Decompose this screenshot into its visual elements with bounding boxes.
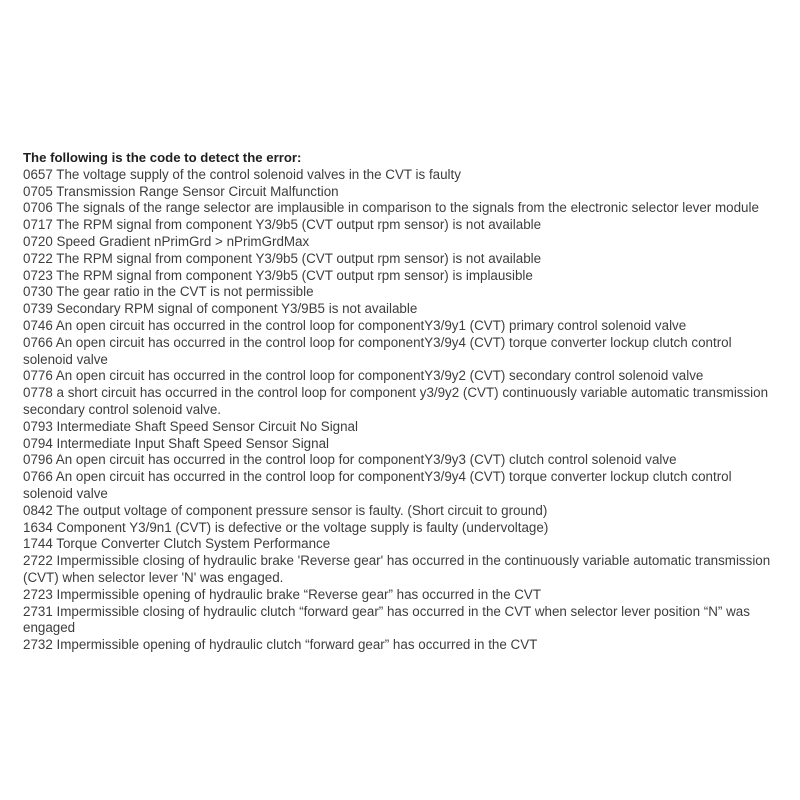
error-code-line: [23, 419, 781, 436]
error-code-line: [23, 503, 781, 520]
error-code-line: [23, 268, 781, 285]
error-code-line: [23, 301, 781, 318]
error-description: The voltage supply of the control solenoid valves in the CVT is faulty: [56, 166, 461, 182]
error-code-line: [23, 368, 781, 385]
error-code: 1744: [23, 536, 53, 552]
error-code: 0723: [23, 267, 53, 283]
error-code: 0778: [23, 385, 53, 401]
error-code-line: [23, 587, 781, 604]
error-description: Speed Gradient nPrimGrd > nPrimGrdMax: [56, 233, 310, 249]
error-description: An open circuit has occurred in the control loop for componentY3/9y3 (CVT) clutch control solenoid valve: [55, 452, 677, 468]
error-code-line: [23, 452, 781, 469]
error-code: 0722: [23, 250, 53, 266]
error-description: The output voltage of component pressure sensor is faulty. (Short circuit to ground): [56, 502, 548, 518]
error-description: Impermissible opening of hydraulic brake “Reverse gear” has occurred in the CVT: [56, 586, 542, 602]
error-description: An open circuit has occurred in the control loop for componentY3/9y4 (CVT) torque converter lockup clutch control solenoid valve: [23, 469, 732, 501]
error-code: 1634: [23, 519, 53, 535]
error-code-line: [23, 234, 781, 251]
error-code: 0717: [23, 217, 53, 233]
error-code-line: [23, 553, 781, 587]
error-code: 0796: [23, 452, 53, 468]
error-code: 0705: [23, 183, 53, 199]
error-description: The signals of the range selector are implausible in comparison to the signals from the electronic selector lever module: [56, 200, 759, 216]
error-description: An open circuit has occurred in the control loop for componentY3/9y2 (CVT) secondary control solenoid valve: [55, 368, 704, 384]
error-description: The RPM signal from component Y3/9b5 (CVT output rpm sensor) is not available: [56, 250, 542, 266]
error-code-line: [23, 520, 781, 537]
error-code: 0746: [23, 317, 53, 333]
error-code: 2722: [23, 553, 53, 569]
error-code-line: [23, 604, 781, 638]
error-code: 0657: [23, 166, 53, 182]
error-code: 0842: [23, 502, 53, 518]
error-description: Torque Converter Clutch System Performance: [56, 536, 331, 552]
error-description: An open circuit has occurred in the control loop for componentY3/9y1 (CVT) primary control solenoid valve: [55, 317, 687, 333]
error-code-list: [23, 167, 781, 654]
error-code-document: [23, 150, 781, 654]
error-code-line: [23, 536, 781, 553]
error-code: 0720: [23, 233, 53, 249]
error-description: The RPM signal from component Y3/9b5 (CVT output rpm sensor) is not available: [56, 217, 542, 233]
error-code: 0766: [23, 469, 53, 485]
error-code-line: [23, 284, 781, 301]
error-description: Impermissible opening of hydraulic clutch “forward gear” has occurred in the CVT: [56, 637, 538, 653]
error-code: 0776: [23, 368, 53, 384]
error-code-line: [23, 167, 781, 184]
error-description: Impermissible closing of hydraulic brake 'Reverse gear' has occurred in the continuously variable automatic transmission (CVT) when selector lever 'N' was engaged.: [23, 553, 771, 585]
error-code-line: [23, 637, 781, 654]
error-description: Component Y3/9n1 (CVT) is defective or the voltage supply is faulty (undervoltage): [56, 519, 549, 535]
error-code: 0730: [23, 284, 53, 300]
error-code-line: [23, 200, 781, 217]
error-description: a short circuit has occurred in the control loop for component y3/9y2 (CVT) continuously variable automatic transmission secondary control solenoid valve.: [23, 385, 769, 417]
error-description: Impermissible closing of hydraulic clutch “forward gear” has occurred in the CVT when selector lever position “N” was engaged: [23, 603, 750, 636]
error-description: Intermediate Shaft Speed Sensor Circuit No Signal: [56, 418, 358, 434]
error-description: An open circuit has occurred in the control loop for componentY3/9y4 (CVT) torque converter lockup clutch control solenoid valve: [23, 334, 732, 367]
error-code: 2731: [23, 603, 53, 619]
error-description: The gear ratio in the CVT is not permissible: [56, 284, 314, 300]
error-code: 0794: [23, 435, 53, 451]
error-code-line: [23, 385, 781, 419]
error-description: The RPM signal from component Y3/9b5 (CVT output rpm sensor) is implausible: [56, 267, 533, 283]
error-code: 2723: [23, 586, 53, 602]
error-code-line: [23, 436, 781, 453]
error-code: 0706: [23, 200, 53, 216]
error-code-line: [23, 318, 781, 335]
error-code-line: [23, 251, 781, 268]
error-code: 2732: [23, 637, 53, 653]
error-code: 0793: [23, 418, 53, 434]
error-description: Intermediate Input Shaft Speed Sensor Signal: [56, 435, 329, 451]
document-heading: The following is the code to detect the error:: [23, 150, 302, 165]
error-code-line: [23, 184, 781, 201]
error-description: Secondary RPM signal of component Y3/9B5 is not available: [56, 301, 418, 317]
error-description: Transmission Range Sensor Circuit Malfunction: [56, 183, 339, 199]
error-code: 0739: [23, 301, 53, 317]
error-code-line: [23, 335, 781, 369]
error-code: 0766: [23, 334, 53, 350]
error-code-line: [23, 469, 781, 503]
error-code-line: [23, 217, 781, 234]
